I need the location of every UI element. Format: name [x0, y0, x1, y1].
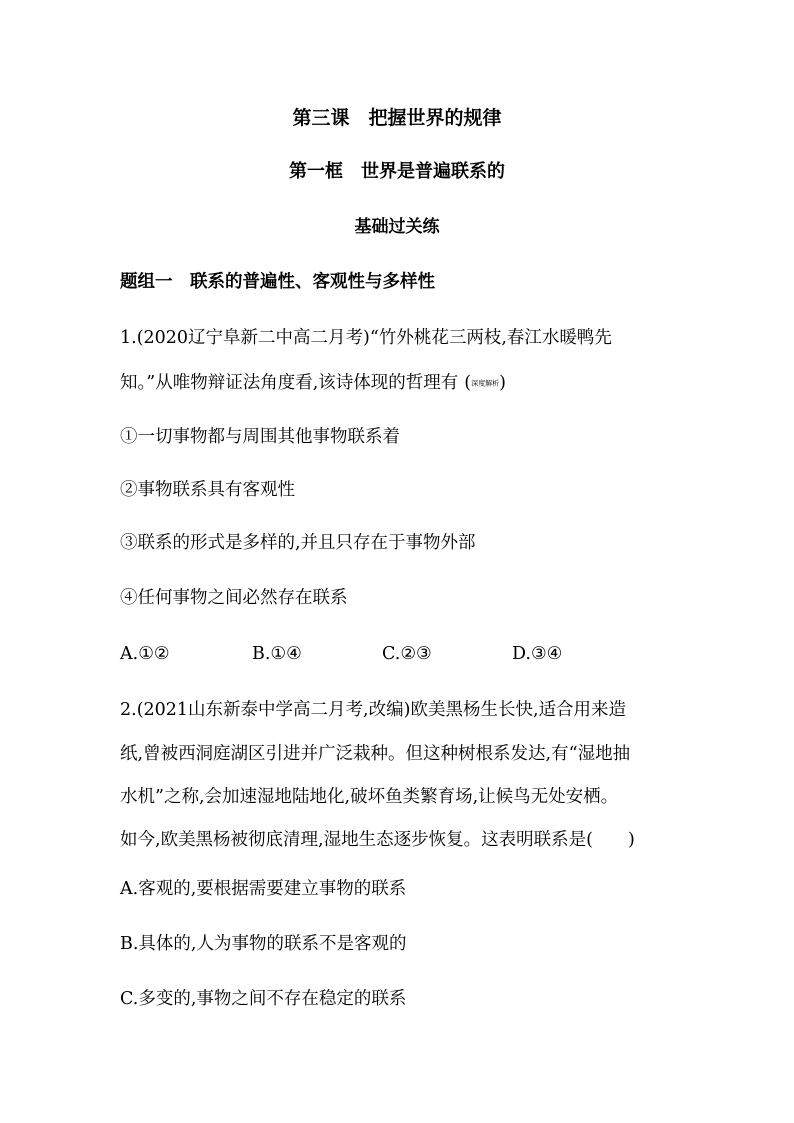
subsection-title: 基础过关练 [354, 217, 440, 237]
answer-bracket-open: ( [464, 373, 472, 393]
question-1-line-2-text: 知。”从唯物辩证法角度看,该诗体现的哲理有 [120, 373, 459, 393]
question-1-line-1: 1.(2020辽宁阜新二中高二月考)“竹外桃花三两枝,春江水暖鸭先 [120, 328, 612, 348]
lesson-title: 第三课 把握世界的规律 [292, 107, 502, 129]
answer-bracket-close: ) [499, 373, 506, 393]
statement-2: ②事物联系具有客观性 [120, 480, 295, 500]
question-2-option-c: C.多变的,事物之间不存在稳定的联系 [120, 989, 407, 1009]
statement-4: ④任何事物之间必然存在联系 [120, 588, 348, 608]
statement-1: ①一切事物都与周围其他事物联系着 [120, 427, 400, 447]
deep-analysis-tag: 深度解析 [471, 379, 500, 388]
section-title: 第一框 世界是普遍联系的 [289, 161, 505, 182]
statement-3: ③联系的形式是多样的,并且只存在于事物外部 [120, 533, 476, 553]
question-1-option-a: A.①② [120, 644, 170, 664]
question-group-title: 题组一 联系的普遍性、客观性与多样性 [120, 272, 435, 292]
question-2-option-b: B.具体的,人为事物的联系不是客观的 [120, 934, 407, 954]
question-2-option-a: A.客观的,要根据需要建立事物的联系 [120, 879, 407, 899]
question-2-line-1: 2.(2021山东新泰中学高二月考,改编)欧美黑杨生长快,适合用来造 [120, 700, 627, 720]
question-1-line-2 [120, 371, 506, 396]
question-1-option-c: C.②③ [382, 644, 432, 664]
question-2-line-3: 水机”之称,会加速湿地陆地化,破坏鱼类繁育场,让候鸟无处安栖。 [120, 787, 619, 807]
question-1-option-d: D.③④ [512, 644, 563, 664]
question-2-line-4: 如今,欧美黑杨被彻底清理,湿地生态逐步恢复。这表明联系是( ) [120, 830, 635, 850]
question-2-line-2: 纸,曾被西洞庭湖区引进并广泛栽种。但这种树根系发达,有“湿地抽 [120, 744, 631, 764]
question-1-option-b: B.①④ [252, 644, 302, 664]
